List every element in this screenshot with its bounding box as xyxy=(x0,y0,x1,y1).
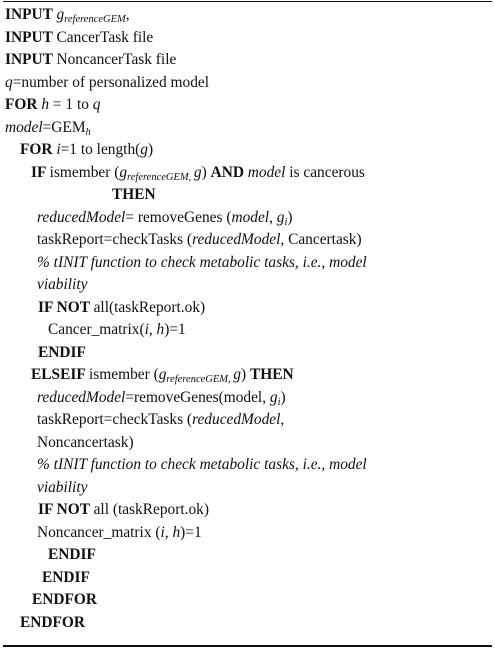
line-segment: IF NOT xyxy=(38,298,94,316)
line-segment: q xyxy=(92,96,101,113)
line-segment: ismember ( xyxy=(89,366,159,383)
line-segment: =GEM xyxy=(42,118,86,136)
line-segment: IF NOT xyxy=(38,501,94,518)
line-segment: , xyxy=(125,6,130,23)
line-segment: ) xyxy=(240,366,250,383)
algorithm-line xyxy=(37,387,286,409)
line-segment: model xyxy=(231,208,270,226)
line-segment: INPUT xyxy=(5,51,57,68)
line-segment: g xyxy=(269,388,278,406)
line-segment: referenceGEM xyxy=(64,14,126,25)
line-segment: g xyxy=(276,208,285,226)
line-segment: )=1 xyxy=(180,523,202,541)
line-segment: , Cancertask) xyxy=(280,231,362,248)
algorithm-line xyxy=(37,409,284,431)
algorithm-line xyxy=(38,499,209,521)
line-segment: THEN xyxy=(249,366,294,383)
algorithm-line xyxy=(37,454,367,476)
line-segment: i, h xyxy=(160,523,181,541)
line-segment: = removeGenes ( xyxy=(125,208,232,226)
algorithm-line xyxy=(5,117,91,139)
line-segment: model xyxy=(247,163,286,181)
line-segment: i xyxy=(277,396,281,408)
line-segment: , xyxy=(280,411,285,428)
line-segment: Noncancer_matrix ( xyxy=(37,523,161,541)
line-segment: i xyxy=(56,141,61,158)
line-segment: g xyxy=(56,6,65,23)
algorithm-line xyxy=(42,567,90,589)
line-segment: INPUT xyxy=(5,28,57,46)
algorithm-line xyxy=(5,4,130,26)
line-segment: g xyxy=(158,366,167,383)
line-segment: Noncancertask) xyxy=(37,433,134,451)
line-segment: taskReport=checkTasks ( xyxy=(37,411,193,428)
algorithm-line xyxy=(5,49,176,71)
algorithm-line xyxy=(38,297,205,319)
top-rule xyxy=(3,1,492,2)
algorithm-line xyxy=(20,139,153,161)
line-segment: CancerTask file xyxy=(56,28,154,46)
line-segment: i xyxy=(284,216,288,228)
algorithm-line xyxy=(37,274,87,296)
line-segment: = 1 to xyxy=(49,96,93,113)
line-segment: NoncancerTask file xyxy=(56,51,177,68)
line-segment: ) xyxy=(201,163,211,181)
algorithm-line xyxy=(37,432,134,454)
line-segment: % tINIT function to check metabolic tasks, i.e., model xyxy=(37,253,367,271)
line-segment: , xyxy=(269,208,277,226)
line-segment: =removeGenes(model, xyxy=(125,388,270,406)
line-segment: all (taskReport.ok) xyxy=(93,501,209,518)
line-segment: =number of personalized model xyxy=(12,73,210,91)
line-segment: ENDIF xyxy=(38,343,86,361)
line-segment: viability xyxy=(37,276,88,293)
line-segment: reducedModel xyxy=(192,411,281,428)
line-segment: ) xyxy=(147,141,154,158)
line-segment: is cancerous xyxy=(285,163,365,181)
line-segment: g xyxy=(233,366,241,383)
line-segment: ) xyxy=(287,208,293,226)
line-segment: viability xyxy=(37,478,88,496)
algorithm-line xyxy=(5,27,153,49)
algorithm-line xyxy=(37,477,87,499)
line-segment: h xyxy=(41,96,50,113)
line-segment: ismember ( xyxy=(49,163,120,181)
line-segment: all(taskReport.ok) xyxy=(93,298,206,316)
bottom-rule xyxy=(3,645,492,647)
line-segment: THEN xyxy=(112,186,156,203)
line-segment: )=1 xyxy=(164,321,186,338)
algorithm-line xyxy=(31,364,294,386)
line-segment: g xyxy=(119,163,128,181)
line-segment: reducedModel xyxy=(192,231,281,248)
line-segment: model xyxy=(5,118,43,136)
line-segment: referenceGEM, xyxy=(127,171,194,183)
line-segment: reducedModel xyxy=(37,388,126,406)
algorithm-line xyxy=(38,342,86,364)
algorithm-line xyxy=(37,522,202,544)
line-segment: referenceGEM, xyxy=(166,374,234,385)
line-segment: g xyxy=(193,163,202,181)
line-segment: i, h xyxy=(144,321,165,338)
algorithm-line xyxy=(48,319,186,341)
algorithm-line xyxy=(5,72,209,94)
line-segment: g xyxy=(140,141,148,158)
algorithm-line xyxy=(37,252,367,274)
algorithm-line xyxy=(20,612,85,634)
line-segment: FOR xyxy=(5,96,42,113)
line-segment: =1 to length( xyxy=(60,141,141,158)
line-segment: ENDFOR xyxy=(20,613,85,631)
line-segment: IF xyxy=(31,163,50,181)
line-segment: q xyxy=(5,73,13,91)
line-segment: AND xyxy=(210,163,248,181)
algorithm-line xyxy=(48,544,96,566)
algorithm-line xyxy=(31,162,365,184)
line-segment: reducedModel xyxy=(37,208,126,226)
line-segment: ELSEIF xyxy=(31,366,90,383)
algorithm-line xyxy=(112,184,156,206)
line-segment: ENDFOR xyxy=(32,591,97,608)
line-segment: ENDIF xyxy=(48,546,96,563)
line-segment: taskReport=checkTasks ( xyxy=(37,231,193,248)
line-segment: h xyxy=(85,126,91,138)
algorithm-line xyxy=(32,589,97,611)
line-segment: INPUT xyxy=(5,6,57,23)
algorithm-line xyxy=(37,229,362,251)
line-segment: ) xyxy=(280,388,286,406)
line-segment: FOR xyxy=(20,141,57,158)
line-segment: % tINIT function to check metabolic tasks, i.e., model xyxy=(37,456,367,473)
algorithm-line xyxy=(5,94,101,116)
line-segment: Cancer_matrix( xyxy=(48,321,145,338)
algorithm-line xyxy=(37,207,293,229)
line-segment: ENDIF xyxy=(42,568,90,586)
